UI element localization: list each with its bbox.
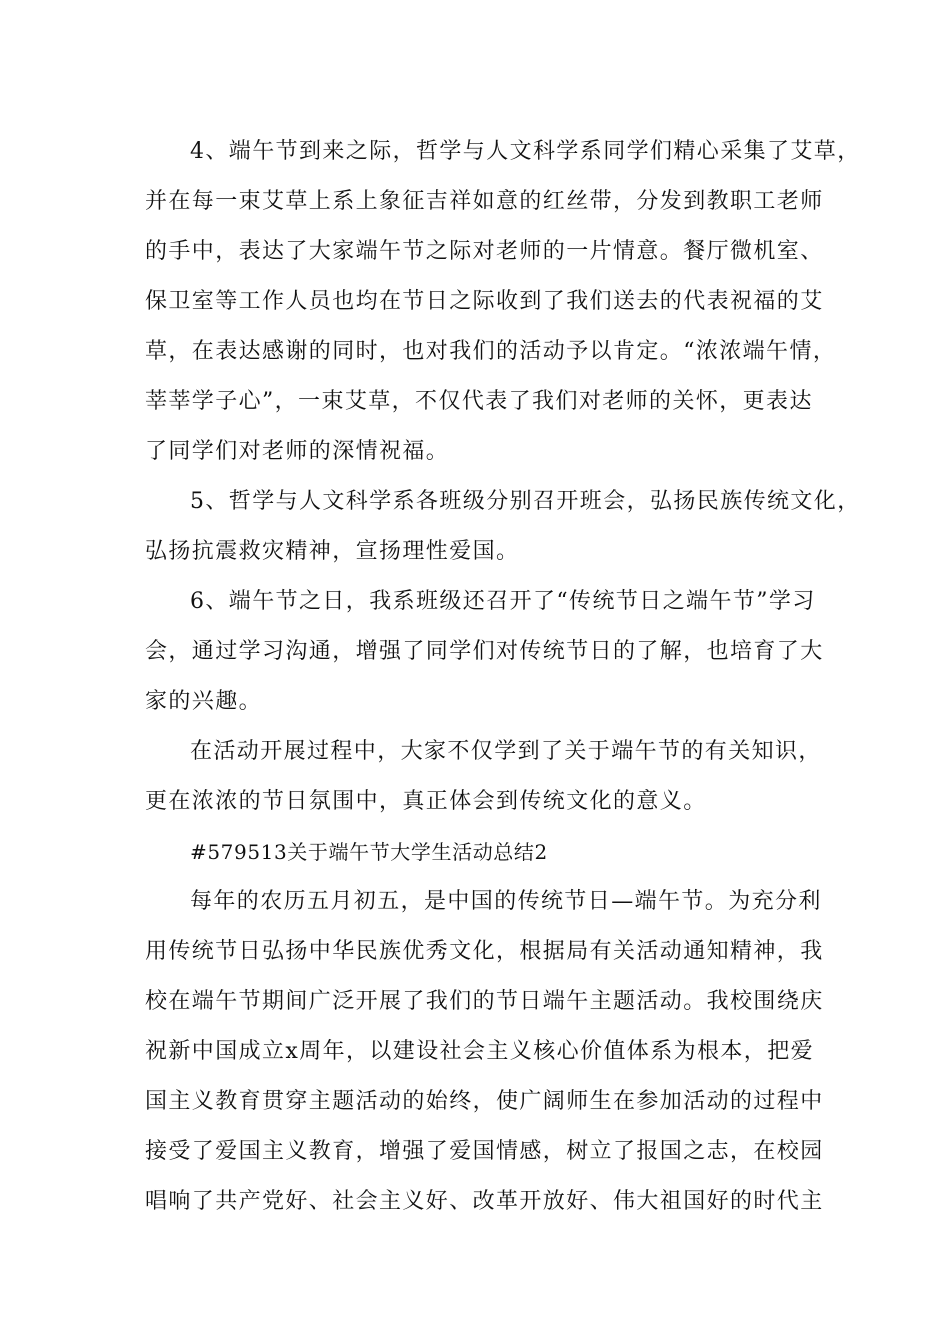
text-line: 国主义教育贯穿主题活动的始终，使广阔师生在参加活动的过程中 bbox=[145, 1089, 824, 1114]
text-line: 每年的农历五月初五，是中国的传统节日—端午节。为充分利 bbox=[190, 889, 822, 914]
text-line: 祝新中国成立x周年，以建设社会主义核心价值体系为根本，把爱 bbox=[145, 1039, 815, 1064]
text-line: 弘扬抗震救灾精神，宣扬理性爱国。 bbox=[145, 539, 520, 564]
text-line: 了同学们对老师的深情祝福。 bbox=[145, 439, 450, 464]
text-line: 保卫室等工作人员也均在节日之际收到了我们送去的代表祝福的艾 bbox=[145, 289, 824, 314]
text-line: 在活动开展过程中，大家不仅学到了关于端午节的有关知识， bbox=[190, 739, 822, 764]
text-line: 并在每一束艾草上系上象征吉祥如意的红丝带，分发到教职工老师 bbox=[145, 189, 824, 214]
text-line: 校在端午节期间广泛开展了我们的节日端午主题活动。我校围绕庆 bbox=[145, 989, 824, 1014]
text-line: 草，在表达感谢的同时，也对我们的活动予以肯定。“浓浓端午情， bbox=[145, 339, 837, 364]
text-line: 家的兴趣。 bbox=[145, 689, 263, 714]
text-line: 的手中，表达了大家端午节之际对老师的一片情意。餐厅微机室、 bbox=[145, 239, 824, 264]
text-line: 会，通过学习沟通，增强了同学们对传统节日的了解，也培育了大 bbox=[145, 639, 824, 664]
text-line: 6、端午节之日，我系班级还召开了“传统节日之端午节”学习 bbox=[190, 589, 816, 614]
text-line: 5、哲学与人文科学系各班级分别召开班会，弘扬民族传统文化， bbox=[190, 489, 861, 514]
text-line: 4、端午节到来之际，哲学与人文科学系同学们精心采集了艾草， bbox=[190, 139, 861, 164]
text-line: 唱响了共产党好、社会主义好、改革开放好、伟大祖国好的时代主 bbox=[145, 1189, 824, 1214]
text-line: 接受了爱国主义教育，增强了爱国情感，树立了报国之志，在校园 bbox=[145, 1139, 824, 1164]
text-line: 用传统节日弘扬中华民族优秀文化，根据局有关活动通知精神，我 bbox=[145, 939, 824, 964]
section-title: #579513关于端午节大学生活动总结2 bbox=[190, 840, 548, 864]
text-line: 更在浓浓的节日氛围中，真正体会到传统文化的意义。 bbox=[145, 789, 707, 814]
text-line: 莘莘学子心”，一束艾草，不仅代表了我们对老师的关怀，更表达 bbox=[145, 389, 813, 414]
